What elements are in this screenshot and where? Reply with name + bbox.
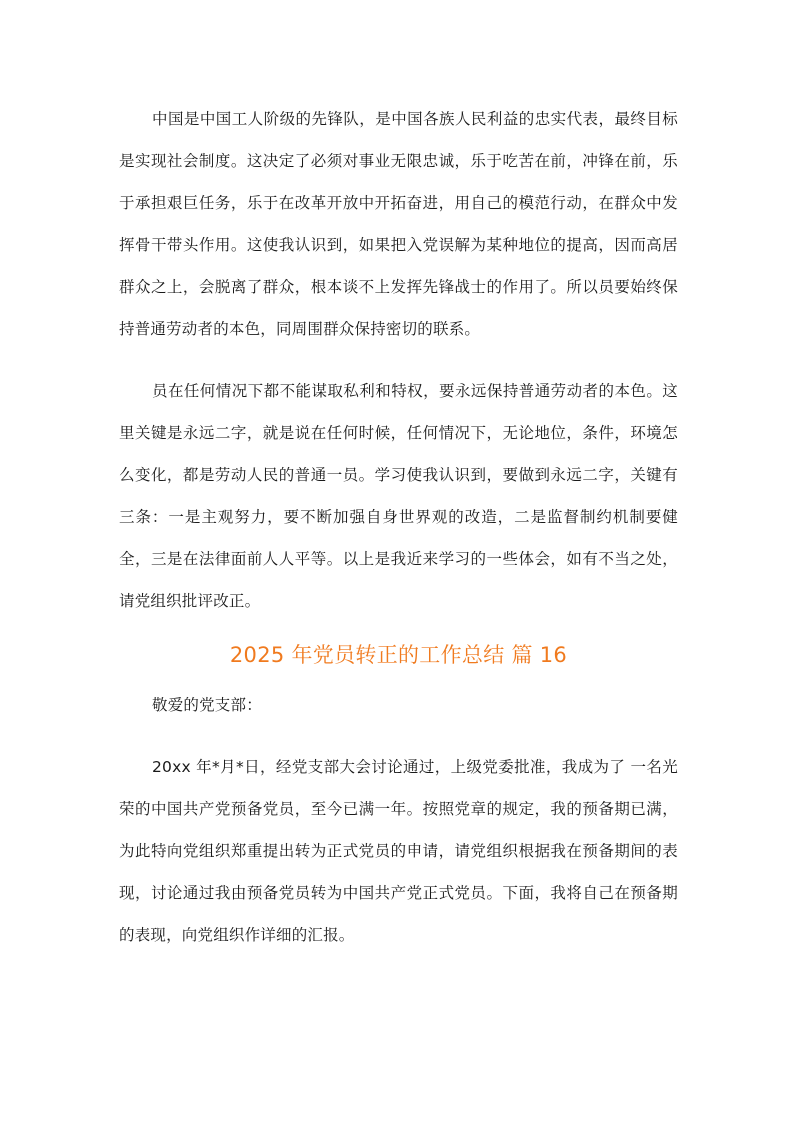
section-heading: 2025 年党员转正的工作总结 篇 16 — [229, 643, 568, 667]
paragraph-spacer — [119, 726, 678, 746]
paragraph-2: 员在任何情况下都不能谋取私利和特权，要永远保持普通劳动者的本色。这里关键是永远二字，就是说在任何时候，任何情况下，无论地位，条件，环境怎么变化，都是劳动人民的普通一员。学习使我认识到，要做到永远二字，关键有三条：一是主观努力，要不断加强自身世界观的改造，二是监督制约机制要健全，三是在法律面前人人平等。以上是我近来学习的一些体会，如有不当之处，请党组织批评改正。 — [119, 382, 678, 610]
document-body — [119, 98, 678, 956]
paragraph-3: 20xx 年*月*日，经党支部大会讨论通过，上级党委批准，我成为了 一名光荣的中国共产党预备党员，至今已满一年。按照党章的规定，我的预备期已满，为此特向党组织郑重提出转为正式党员的申请，请党组织根据我在预备期间的表现，讨论通过我由预备党员转为中国共产党正式党员。下面，我将自己在预备期的表现，向党组织作详细的汇报。 — [119, 758, 678, 944]
paragraph-1: 中国是中国工人阶级的先锋队，是中国各族人民利益的忠实代表，最终目标是实现社会制度。这决定了必须对事业无限忠诚，乐于吃苦在前，冲锋在前，乐于承担艰巨任务，乐于在改革开放中开拓奋进，用自己的模范行动，在群众中发挥骨干带头作用。这使我认识到，如果把入党误解为某种地位的提高，因而高居群众之上，会脱离了群众，根本谈不上发挥先锋战士的作用了。所以员要始终保持普通劳动者的本色，同周围群众保持密切的联系。 — [119, 110, 678, 338]
salutation: 敬爱的党支部： — [152, 696, 262, 714]
paragraph-spacer — [119, 350, 678, 370]
